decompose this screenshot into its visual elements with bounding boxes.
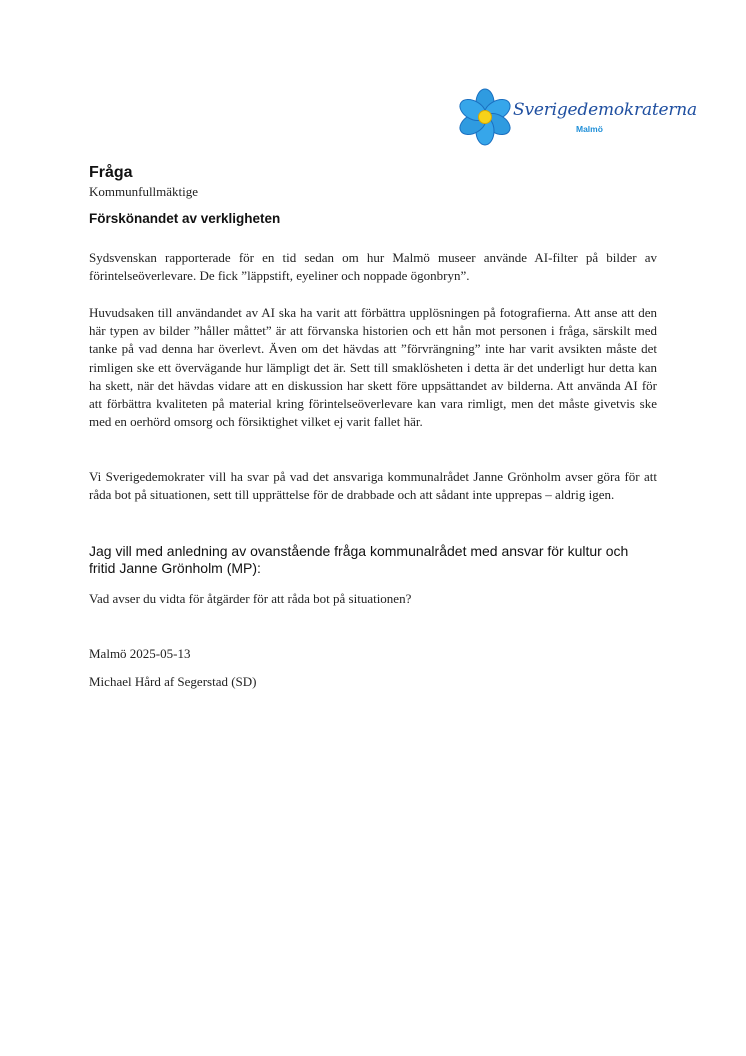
blue-anemone-flower-icon [458, 88, 514, 146]
document-heading: Förskönandet av verkligheten [89, 211, 281, 226]
date-line: Malmö 2025-05-13 [89, 646, 191, 661]
question-heading: Jag vill med anledning av ovanstående fråga kommunalrådet med ansvar för kultur och fritid Janne Grönholm (MP): [89, 543, 629, 576]
party-logo [458, 88, 697, 146]
paragraph-3: Vi Sverigedemokrater vill ha svar på vad det ansvariga kommunalrådet Janne Grönholm avser göra för att råda bot på situationen, sett till upprättelse för de drabbade och att sådant inte upprepas – aldrig igen. [89, 469, 657, 503]
question-text: Vad avser du vidta för åtgärder för att råda bot på situationen? [89, 591, 412, 606]
logo-city-subtitle: Malmö [576, 124, 603, 134]
document-title: Fråga [89, 164, 133, 181]
paragraph-2: Huvudsaken till användandet av AI ska ha varit att förbättra upplösningen på fotografierna. Att anse att den här typen av bilder ”håller måttet” är att förvanska historien och ett hån mot personen i fråga, särskilt med tanke på vad denna har överlevt. Även om det hävdas att ”förvrängning” inte har varit avsikten måste det rimligen ske ett övervägande hur lämpligt det är. Sett till smaklösheten i detta är det underligt hur detta kan ha skett, när det hävdas vidare att en diskussion har skett före uppsättandet av bilderna. Att använda AI för att förbättra kvaliteten på material kring förintelseöverlevare kan vara rimligt, men det måste givetvis ske med en oerhörd omsorg och försiktighet vilket ej varit fallet här. [89, 305, 657, 430]
signature: Michael Hård af Segerstad (SD) [89, 674, 257, 689]
logo-party-name: Sverigedemokraterna [513, 100, 697, 120]
document-subtitle: Kommunfullmäktige [89, 184, 199, 199]
paragraph-1: Sydsvenskan rapporterade för en tid sedan om hur Malmö museer använde AI-filter på bilder av förintelseöverlevare. De fick ”läppstift, eyeliner och noppade ögonbryn”. [89, 250, 657, 284]
